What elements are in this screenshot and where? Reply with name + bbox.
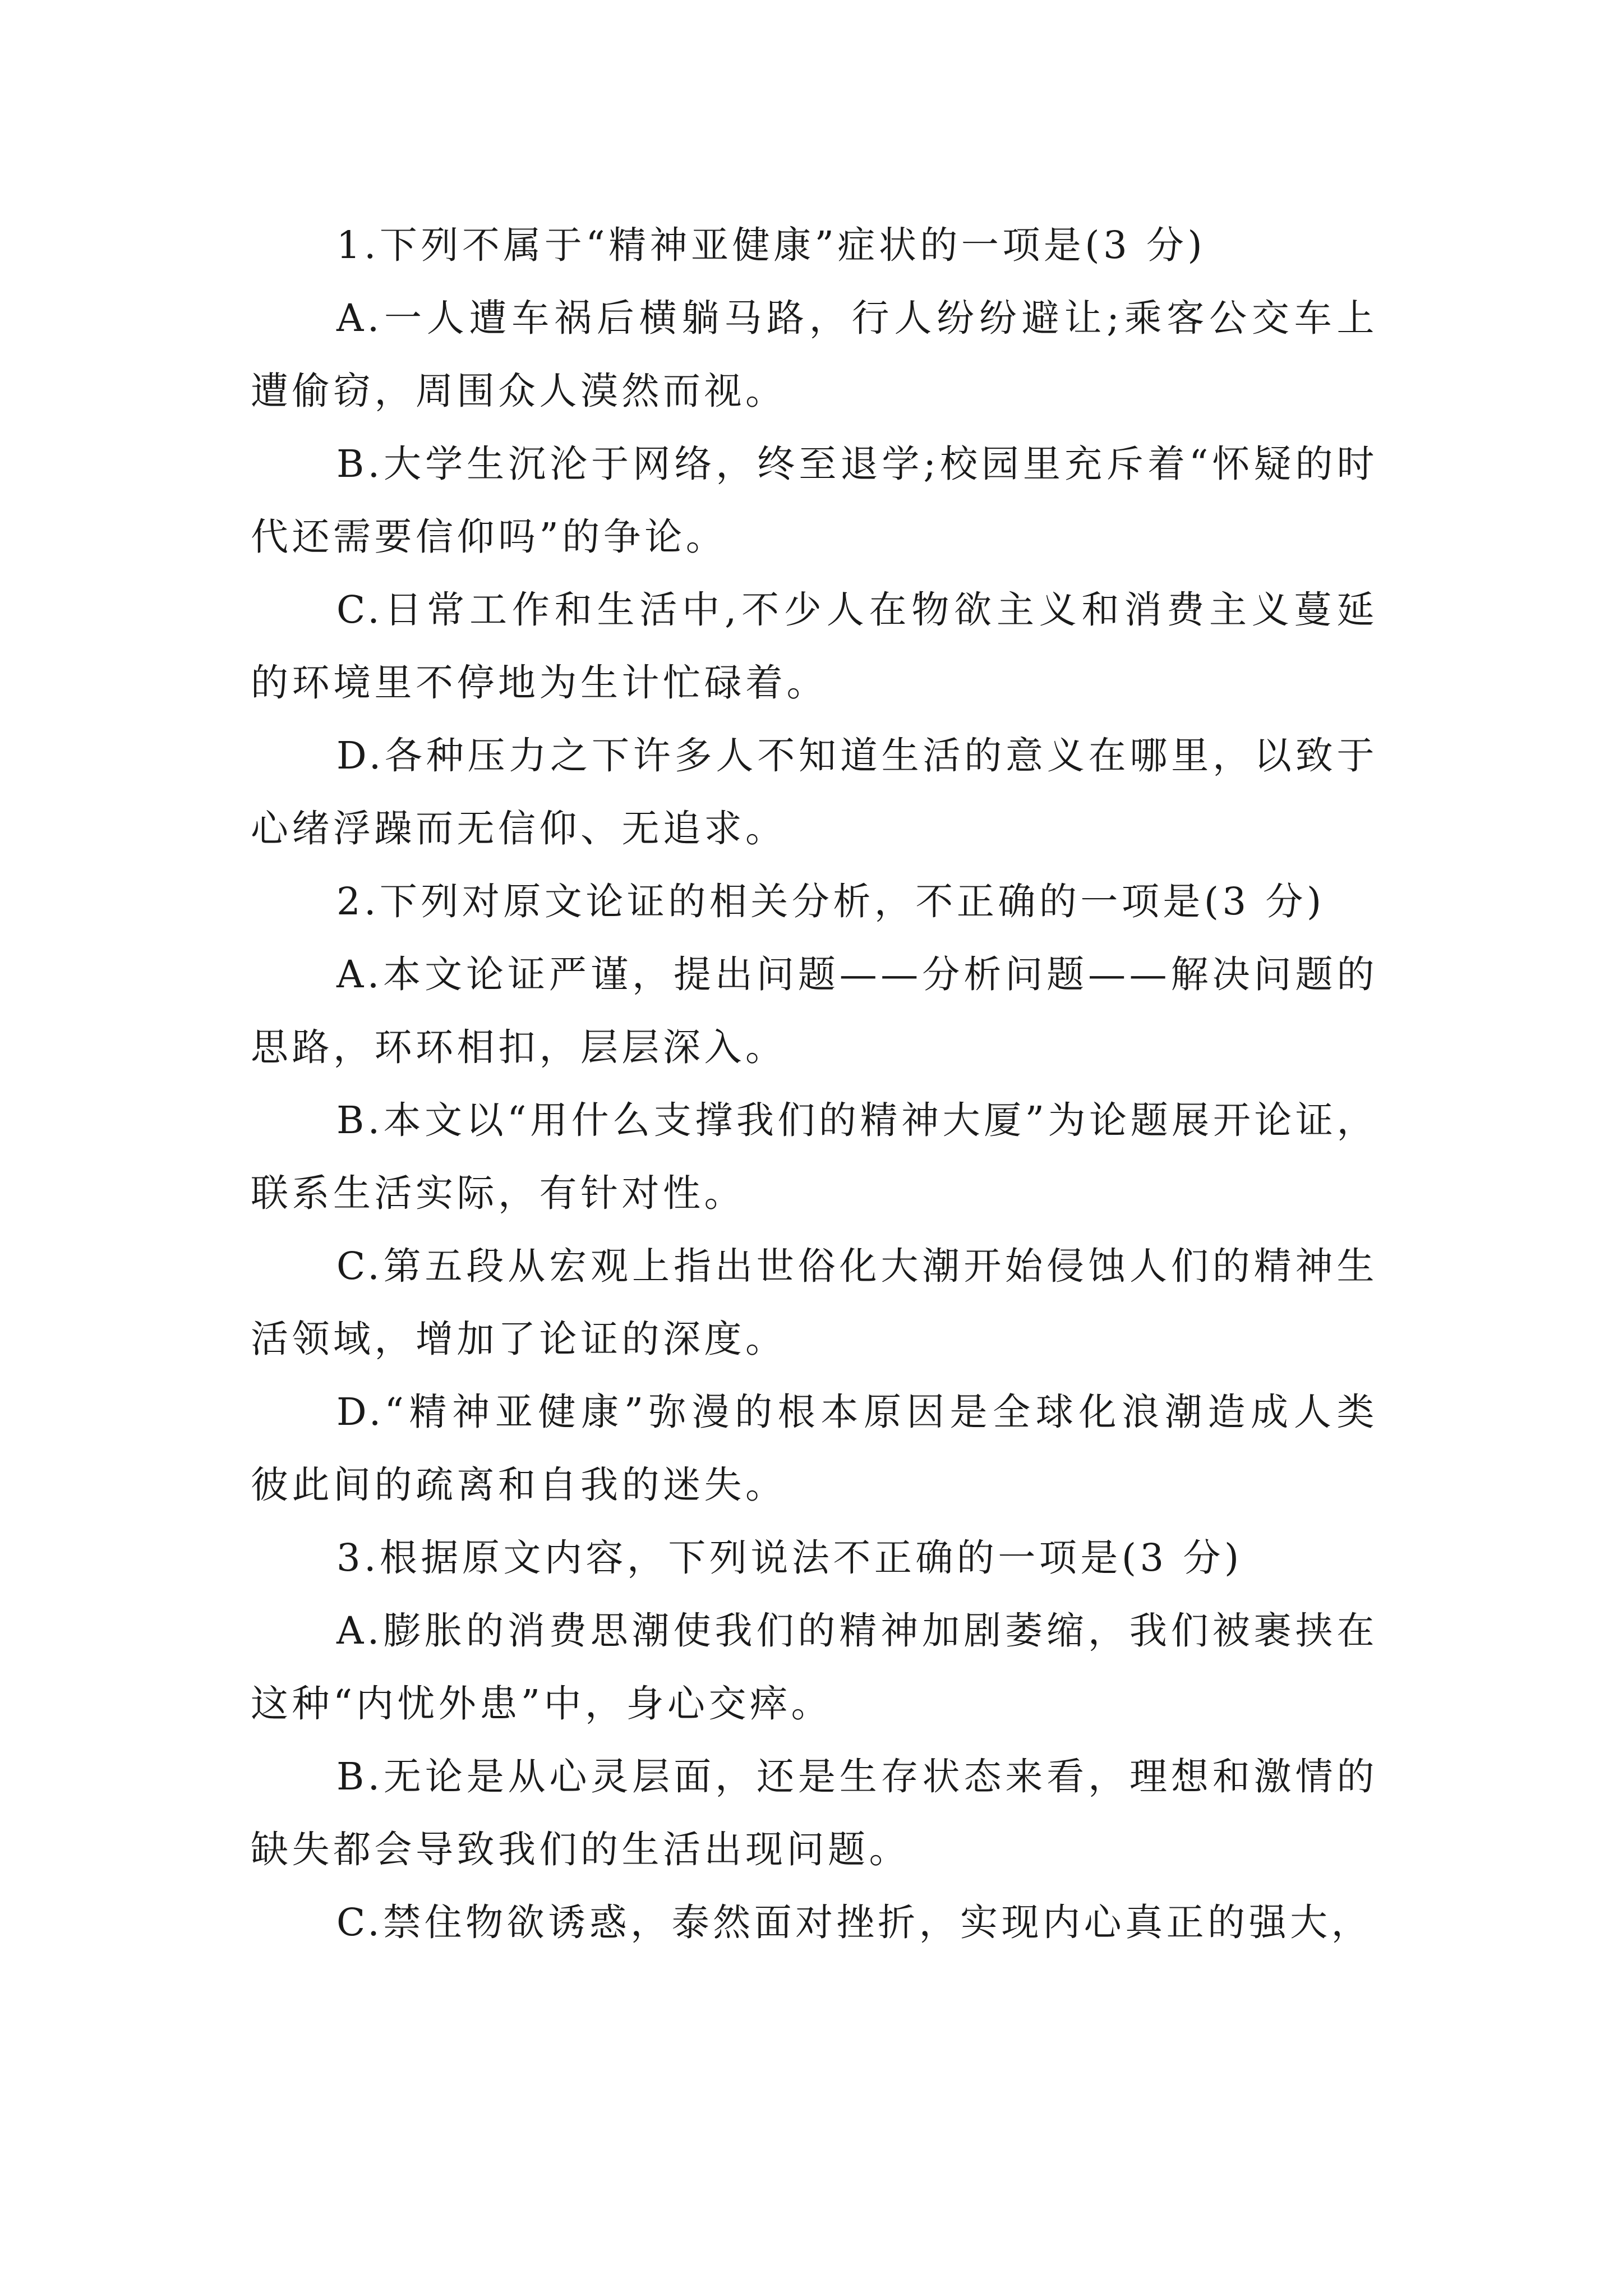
question-content <box>251 209 1378 1959</box>
question-2-stem: 2.下列对原文论证的相关分析，不正确的一项是(3 分) <box>336 880 1325 923</box>
question-2-option-c: C.第五段从宏观上指出世俗化大潮开始侵蚀人们的精神生活领域，增加了论证的深度。 <box>251 1244 1378 1361</box>
question-1-option-b: B.大学生沉沦于网络，终至退学;校园里充斥着“怀疑的时代还需要信仰吗”的争论。 <box>251 442 1378 559</box>
question-2-option-b: B.本文以“用什么支撑我们的精神大厦”为论题展开论证，联系生活实际，有针对性。 <box>251 1098 1378 1215</box>
question-2-option-a: A.本文论证严谨，提出问题——分析问题——解决问题的思路，环环相扣，层层深入。 <box>251 953 1378 1069</box>
question-1-stem: 1.下列不属于“精神亚健康”症状的一项是(3 分) <box>336 223 1206 267</box>
question-3-option-b: B.无论是从心灵层面，还是生存状态来看，理想和激情的缺失都会导致我们的生活出现问题。 <box>251 1755 1378 1871</box>
question-1-option-c: C.日常工作和生活中,不少人在物欲主义和消费主义蔓延的环境里不停地为生计忙碌着。 <box>251 588 1378 705</box>
question-3-option-c: C.禁住物欲诱惑，泰然面对挫折，实现内心真正的强大， <box>336 1901 1373 1944</box>
question-3-stem: 3.根据原文内容，下列说法不正确的一项是(3 分) <box>336 1536 1243 1580</box>
question-1-option-d: D.各种压力之下许多人不知道生活的意义在哪里，以致于心绪浮躁而无信仰、无追求。 <box>251 734 1378 850</box>
question-3-option-a: A.膨胀的消费思潮使我们的精神加剧萎缩，我们被裹挟在这种“内忧外患”中，身心交瘁。 <box>251 1609 1378 1726</box>
question-2-option-d: D.“精神亚健康”弥漫的根本原因是全球化浪潮造成人类彼此间的疏离和自我的迷失。 <box>251 1390 1378 1507</box>
question-1-option-a: A.一人遭车祸后横躺马路，行人纷纷避让;乘客公交车上遭偷窃，周围众人漠然而视。 <box>251 296 1378 413</box>
